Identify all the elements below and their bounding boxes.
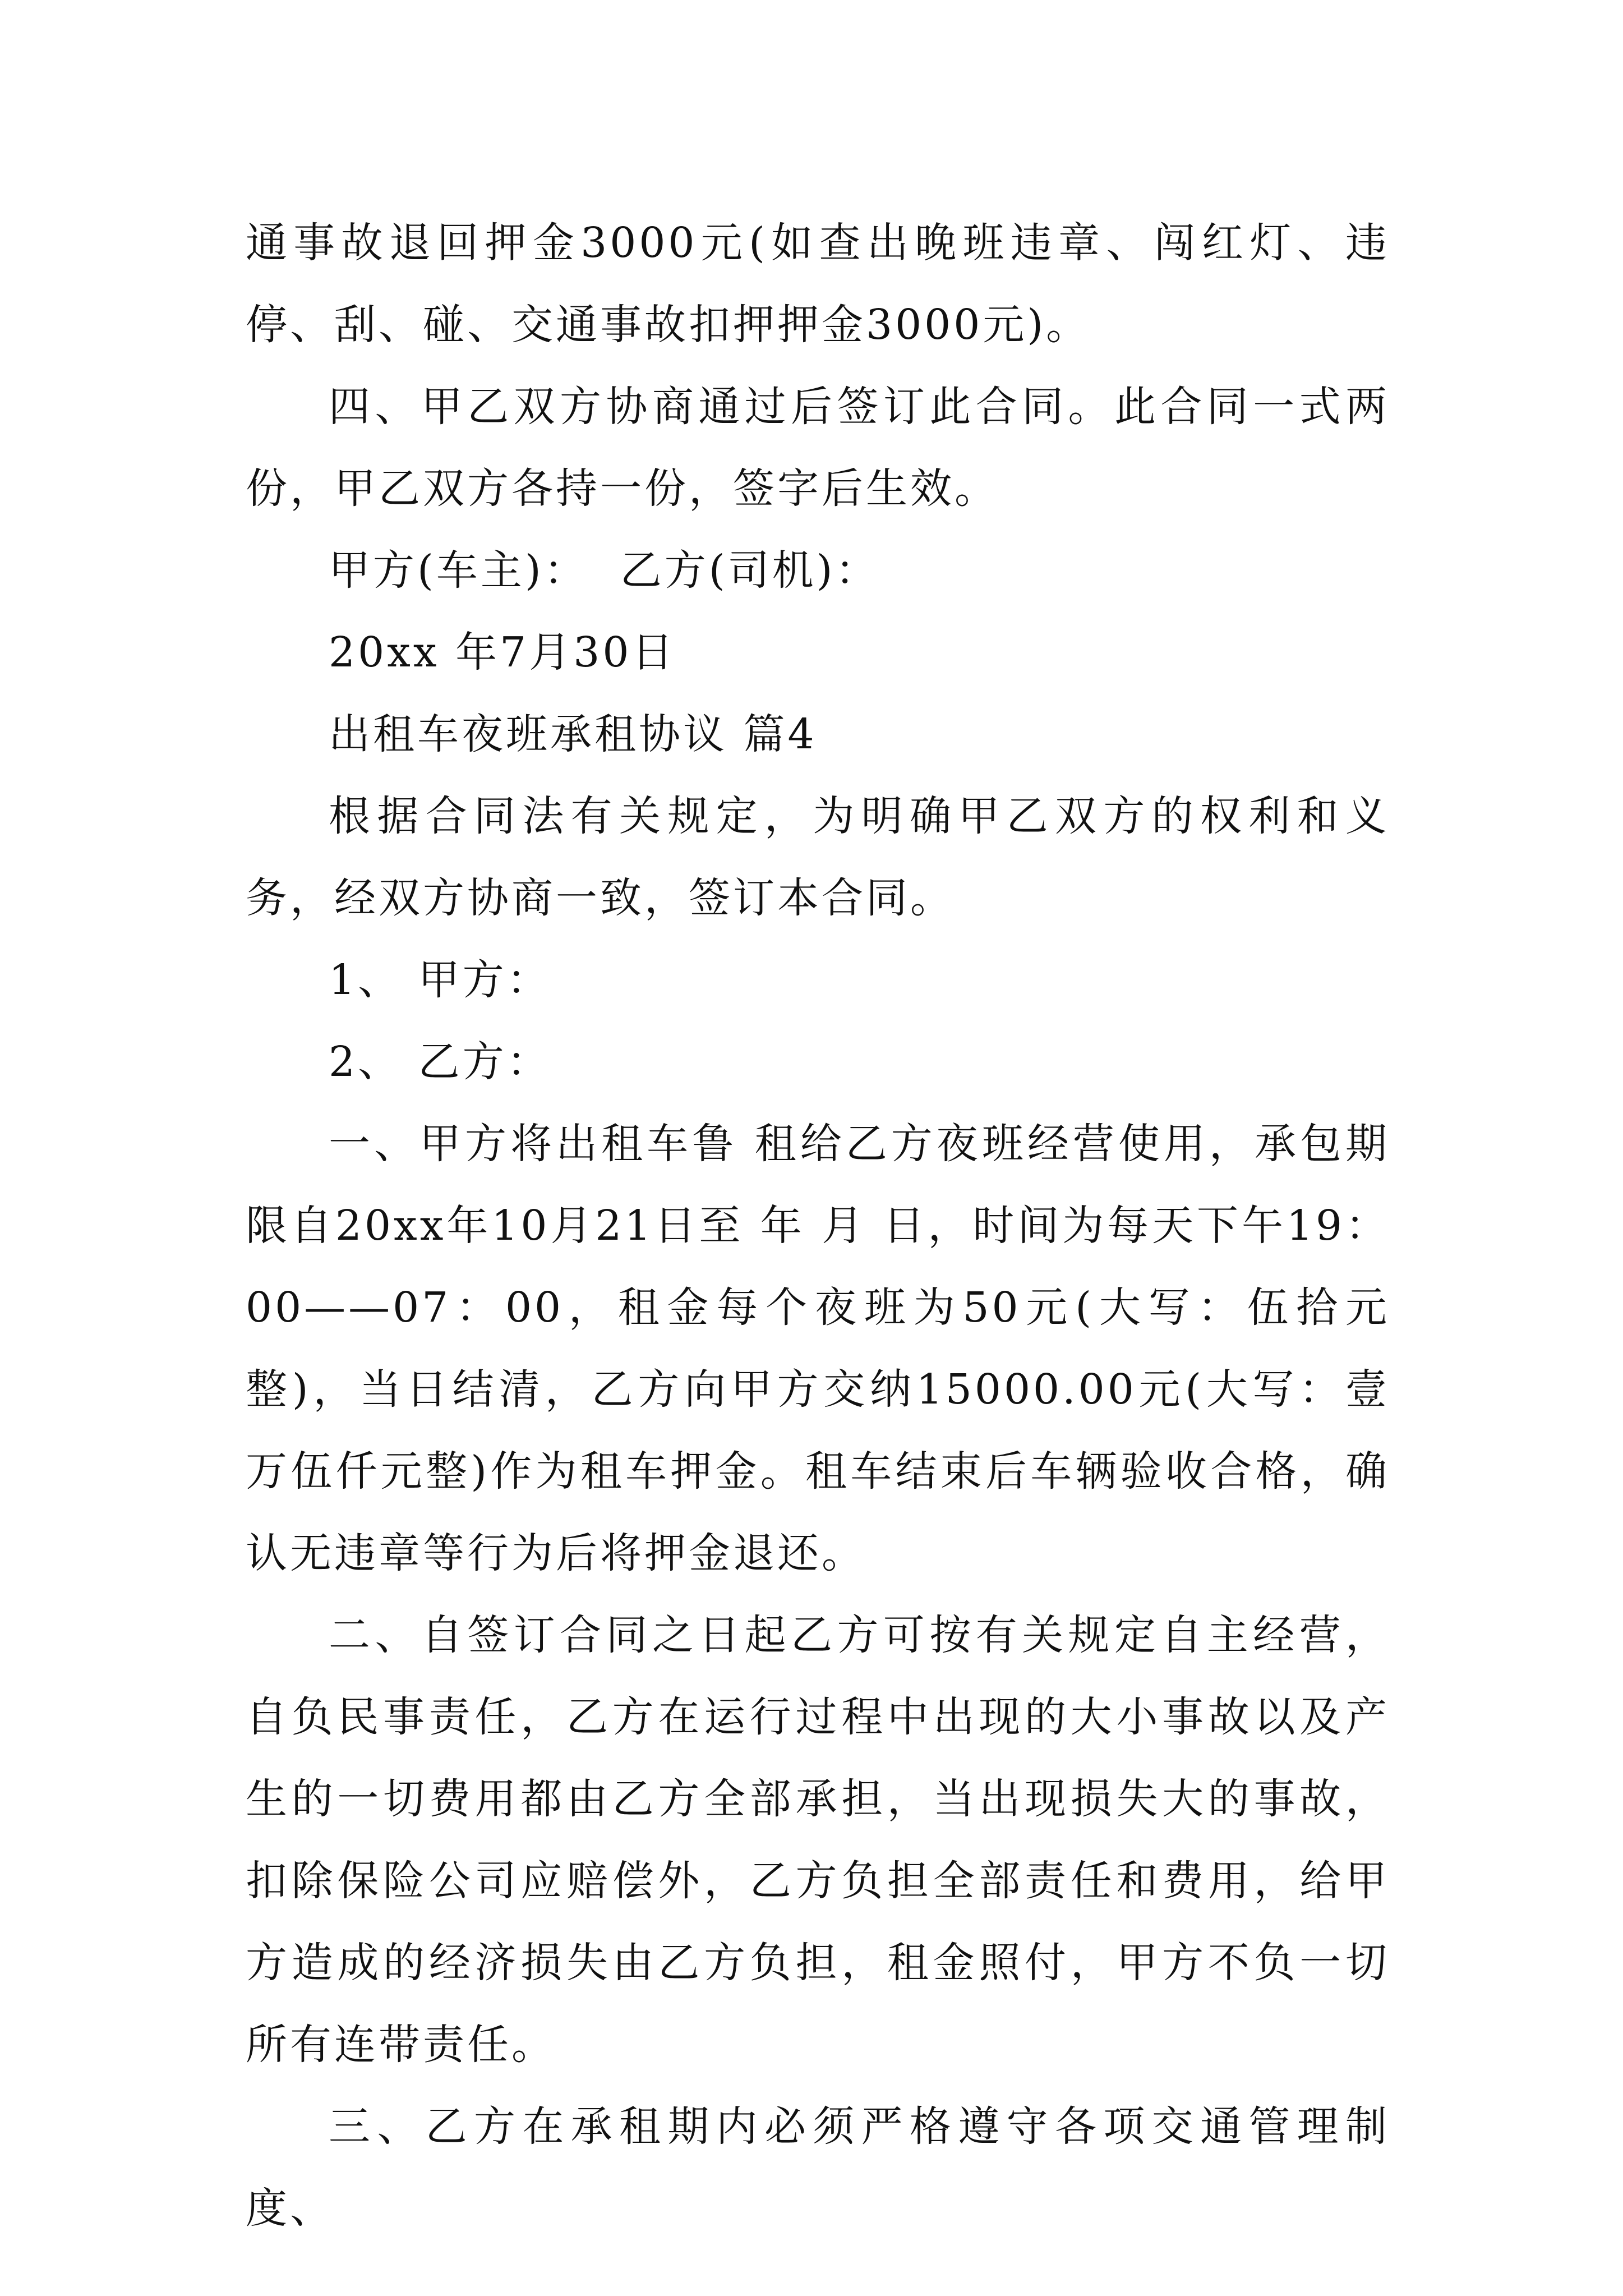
paragraph-deposit-refund: 通事故退回押金3000元(如查出晚班违章、闯红灯、违停、刮、碰、交通事故扣押押金3000元)。	[246, 219, 1390, 349]
party-a-line: 1、 甲方：	[329, 956, 551, 1004]
paragraph-clause-two: 二、自签订合同之日起乙方可按有关规定自主经营，自负民事责任，乙方在运行过程中出现的大小事故以及产生的一切费用都由乙方全部承担，当出现损失大的事故，扣除保险公司应赔偿外，乙方负担全部责任和费用，给甲方造成的经济损失由乙方负担，租金照付，甲方不负一切所有连带责任。	[246, 1611, 1390, 2069]
document-body	[246, 202, 1390, 2249]
section-title: 出租车夜班承租协议 篇4	[329, 710, 817, 758]
party-b-line: 2、 乙方：	[329, 1038, 551, 1086]
paragraph-clause-one: 一、甲方将出租车鲁 租给乙方夜班经营使用，承包期限自20xx年10月21日至 年 月 日，时间为每天下午19：00——07：00，租金每个夜班为50元(大写：伍拾元整)，当日结清，乙方向甲方交纳15000.00元(大写：壹万伍仟元整)作为租车押金。租车结束后车辆验收合格，确认无违章等行为后将押金退还。	[246, 1120, 1390, 1577]
signature-line: 甲方(车主)： 乙方(司机)：	[329, 546, 880, 595]
paragraph-clause-three: 三、乙方在承租期内必须严格遵守各项交通管理制度、	[246, 2102, 1390, 2233]
paragraph-clause-four: 四、甲乙双方协商通过后签订此合同。此合同一式两份，甲乙双方各持一份，签字后生效。	[246, 383, 1390, 513]
paragraph-intro: 根据合同法有关规定，为明确甲乙双方的权利和义务，经双方协商一致，签订本合同。	[246, 792, 1390, 922]
date-line: 20xx 年7月30日	[329, 628, 676, 677]
